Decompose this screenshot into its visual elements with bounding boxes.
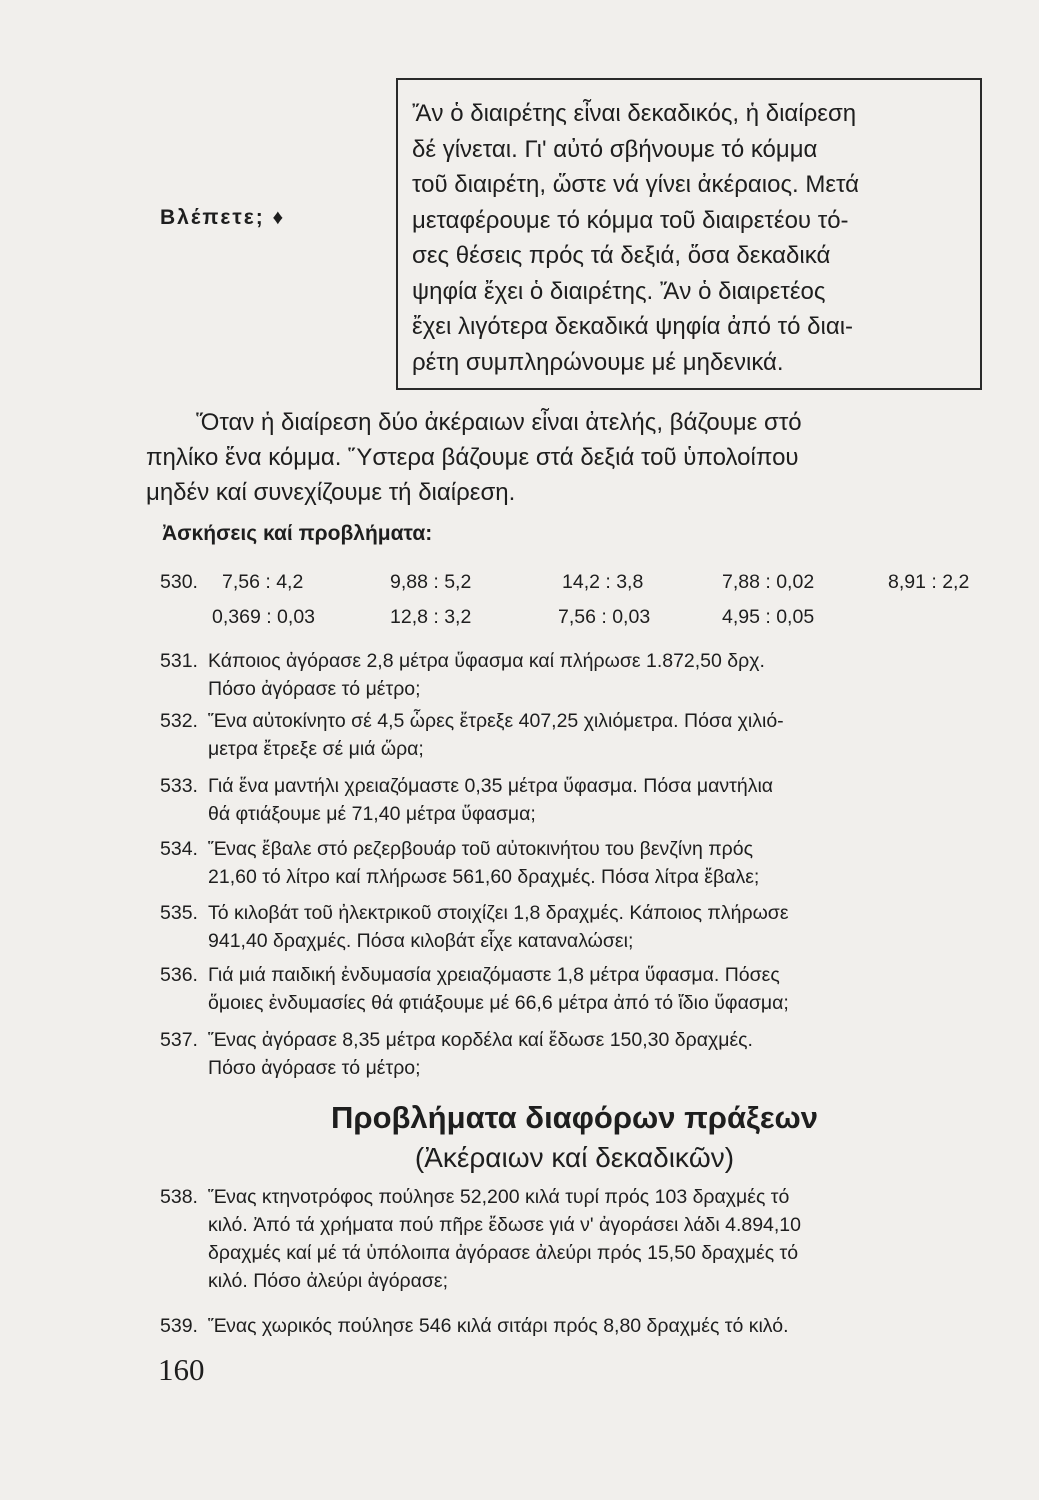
problem-number: 534. bbox=[160, 838, 198, 860]
problem-533 bbox=[160, 772, 1010, 828]
problem-text: Πόσο ἀγόρασε τό μέτρο; bbox=[208, 678, 421, 700]
problem-text: δραχμές καί μέ τά ὑπόλοιπα ἀγόρασε ἀλεύρι πρός 15,50 δραχμές τό bbox=[208, 1242, 799, 1264]
problem-538 bbox=[160, 1183, 1010, 1295]
rule-line: δέ γίνεται. Γι' αὐτό σβήνουμε τό κόμμα bbox=[412, 135, 818, 163]
rule-line: τοῦ διαιρέτη, ὥστε νά γίνει ἀκέραιος. Μετά bbox=[412, 171, 860, 198]
exercise-530-row-2 bbox=[160, 605, 1010, 629]
problem-text: Ἕνας κτηνοτρόφος πούλησε 52,200 κιλά τυρί πρός 103 δραχμές τό bbox=[208, 1186, 790, 1208]
exercise-item: 7,56 : 4,2 bbox=[222, 571, 304, 593]
problem-text: Τό κιλοβάτ τοῦ ἠλεκτρικοῦ στοιχίζει 1,8 δραχμές. Κάποιος πλήρωσε bbox=[208, 902, 789, 924]
rule-line: μεταφέρουμε τό κόμμα τοῦ διαιρετέου τό- bbox=[412, 206, 849, 234]
problem-text: Πόσο ἀγόρασε τό μέτρο; bbox=[208, 1057, 421, 1079]
problem-number: 536. bbox=[160, 964, 198, 986]
problem-text: κιλό. Ἀπό τά χρήματα πού πῆρε ἔδωσε γιά ν' ἀγοράσει λάδι 4.894,10 bbox=[208, 1214, 801, 1236]
rule-line: ἔχει λιγότερα δεκαδικά ψηφία ἀπό τό διαι- bbox=[412, 313, 854, 340]
chapter-subtitle-line: (Ἀκέραιων καί δεκαδικῶν) bbox=[414, 1142, 735, 1173]
problem-532 bbox=[160, 707, 1010, 763]
exercise-number: 530. bbox=[160, 571, 198, 593]
paragraph-line: πηλίκο ἕνα κόμμα. Ὕστερα βάζουμε στά δεξιά τοῦ ὑπολοίπου bbox=[146, 444, 799, 471]
problem-text: ὅμοιες ἐνδυμασίες θά φτιάξουμε μέ 66,6 μέτρα ἀπό τό ἴδιο ὕφασμα; bbox=[208, 992, 789, 1014]
rule-line: ψηφία ἔχει ὁ διαιρέτης. Ἄν ὁ διαιρετέος bbox=[412, 277, 826, 305]
exercise-item: 14,2 : 3,8 bbox=[562, 571, 644, 593]
problem-number: 538. bbox=[160, 1186, 198, 1208]
rule-line: Ἄν ὁ διαιρέτης εἶναι δεκαδικός, ἡ διαίρεση bbox=[412, 100, 857, 127]
exercise-item: 7,88 : 0,02 bbox=[722, 571, 815, 593]
exercise-530-row-1 bbox=[160, 570, 1010, 594]
problem-text: Ἕνας ἔβαλε στό ρεζερβουάρ τοῦ αὐτοκινήτου του βενζίνη πρός bbox=[208, 838, 753, 860]
rule-line: σες θέσεις πρός τά δεξιά, ὅσα δεκαδικά bbox=[412, 242, 831, 269]
problem-text: Γιά ἕνα μαντήλι χρειαζόμαστε 0,35 μέτρα ὕφασμα. Πόσα μαντήλια bbox=[208, 775, 774, 797]
page-number: 160 bbox=[158, 1352, 205, 1387]
problem-text: 21,60 τό λίτρο καί πλήρωσε 561,60 δραχμές. Πόσα λίτρα ἔβαλε; bbox=[208, 866, 760, 888]
problem-text: 941,40 δραχμές. Πόσα κιλοβάτ εἶχε καταναλώσει; bbox=[208, 930, 634, 952]
problem-531 bbox=[160, 647, 1010, 703]
problem-537 bbox=[160, 1026, 1010, 1082]
problem-number: 532. bbox=[160, 710, 198, 732]
problem-number: 533. bbox=[160, 775, 198, 797]
rule-line: ρέτη συμπληρώνουμε μέ μηδενικά. bbox=[412, 348, 784, 376]
problem-535 bbox=[160, 899, 1010, 955]
problem-number: 535. bbox=[160, 902, 198, 924]
problem-text: μετρα ἔτρεξε σέ μιά ὥρα; bbox=[208, 738, 424, 760]
intro-paragraph bbox=[146, 405, 996, 510]
problem-number: 531. bbox=[160, 650, 198, 672]
see-label: Βλέπετε; ♦ bbox=[160, 206, 286, 229]
problem-text: Ἕνας ἀγόρασε 8,35 μέτρα κορδέλα καί ἔδωσε 150,30 δραχμές. bbox=[208, 1029, 753, 1051]
problem-text: Κάποιος ἀγόρασε 2,8 μέτρα ὕφασμα καί πλήρωσε 1.872,50 δρχ. bbox=[208, 650, 765, 672]
problem-text: θά φτιάξουμε μέ 71,40 μέτρα ὕφασμα; bbox=[208, 803, 536, 825]
exercise-item: 4,95 : 0,05 bbox=[722, 606, 815, 628]
exercise-item: 8,91 : 2,2 bbox=[888, 571, 970, 593]
rule-box bbox=[396, 78, 982, 390]
problem-534 bbox=[160, 835, 1010, 891]
problem-text: Ἕνας χωρικός πούλησε 546 κιλά σιτάρι πρός 8,80 δραχμές τό κιλό. bbox=[208, 1315, 789, 1337]
exercise-item: 0,369 : 0,03 bbox=[212, 606, 316, 628]
chapter-title-line: Προβλήματα διαφόρων πράξεων bbox=[331, 1100, 818, 1135]
problem-number: 539. bbox=[160, 1315, 198, 1337]
exercise-item: 9,88 : 5,2 bbox=[390, 571, 472, 593]
paragraph-line: Ὅταν ἡ διαίρεση δύο ἀκέραιων εἶναι ἀτελής, βάζουμε στό bbox=[196, 409, 802, 436]
problem-text: Ἕνα αὐτοκίνητο σέ 4,5 ὧρες ἔτρεξε 407,25 χιλιόμετρα. Πόσα χιλιό- bbox=[208, 710, 784, 732]
problem-text: Γιά μιά παιδική ἐνδυμασία χρειαζόμαστε 1,8 μέτρα ὕφασμα. Πόσες bbox=[208, 964, 780, 986]
chapter-title bbox=[0, 1098, 1039, 1178]
problem-text: κιλό. Πόσο ἀλεύρι ἀγόρασε; bbox=[208, 1270, 449, 1292]
problem-number: 537. bbox=[160, 1029, 198, 1051]
problem-539 bbox=[160, 1312, 1010, 1340]
exercise-item: 7,56 : 0,03 bbox=[558, 606, 651, 628]
section-heading: Ἀσκήσεις καί προβλήματα: bbox=[162, 522, 433, 545]
problem-536 bbox=[160, 961, 1010, 1017]
paragraph-line: μηδέν καί συνεχίζουμε τή διαίρεση. bbox=[146, 479, 516, 506]
exercise-item: 12,8 : 3,2 bbox=[390, 606, 472, 628]
